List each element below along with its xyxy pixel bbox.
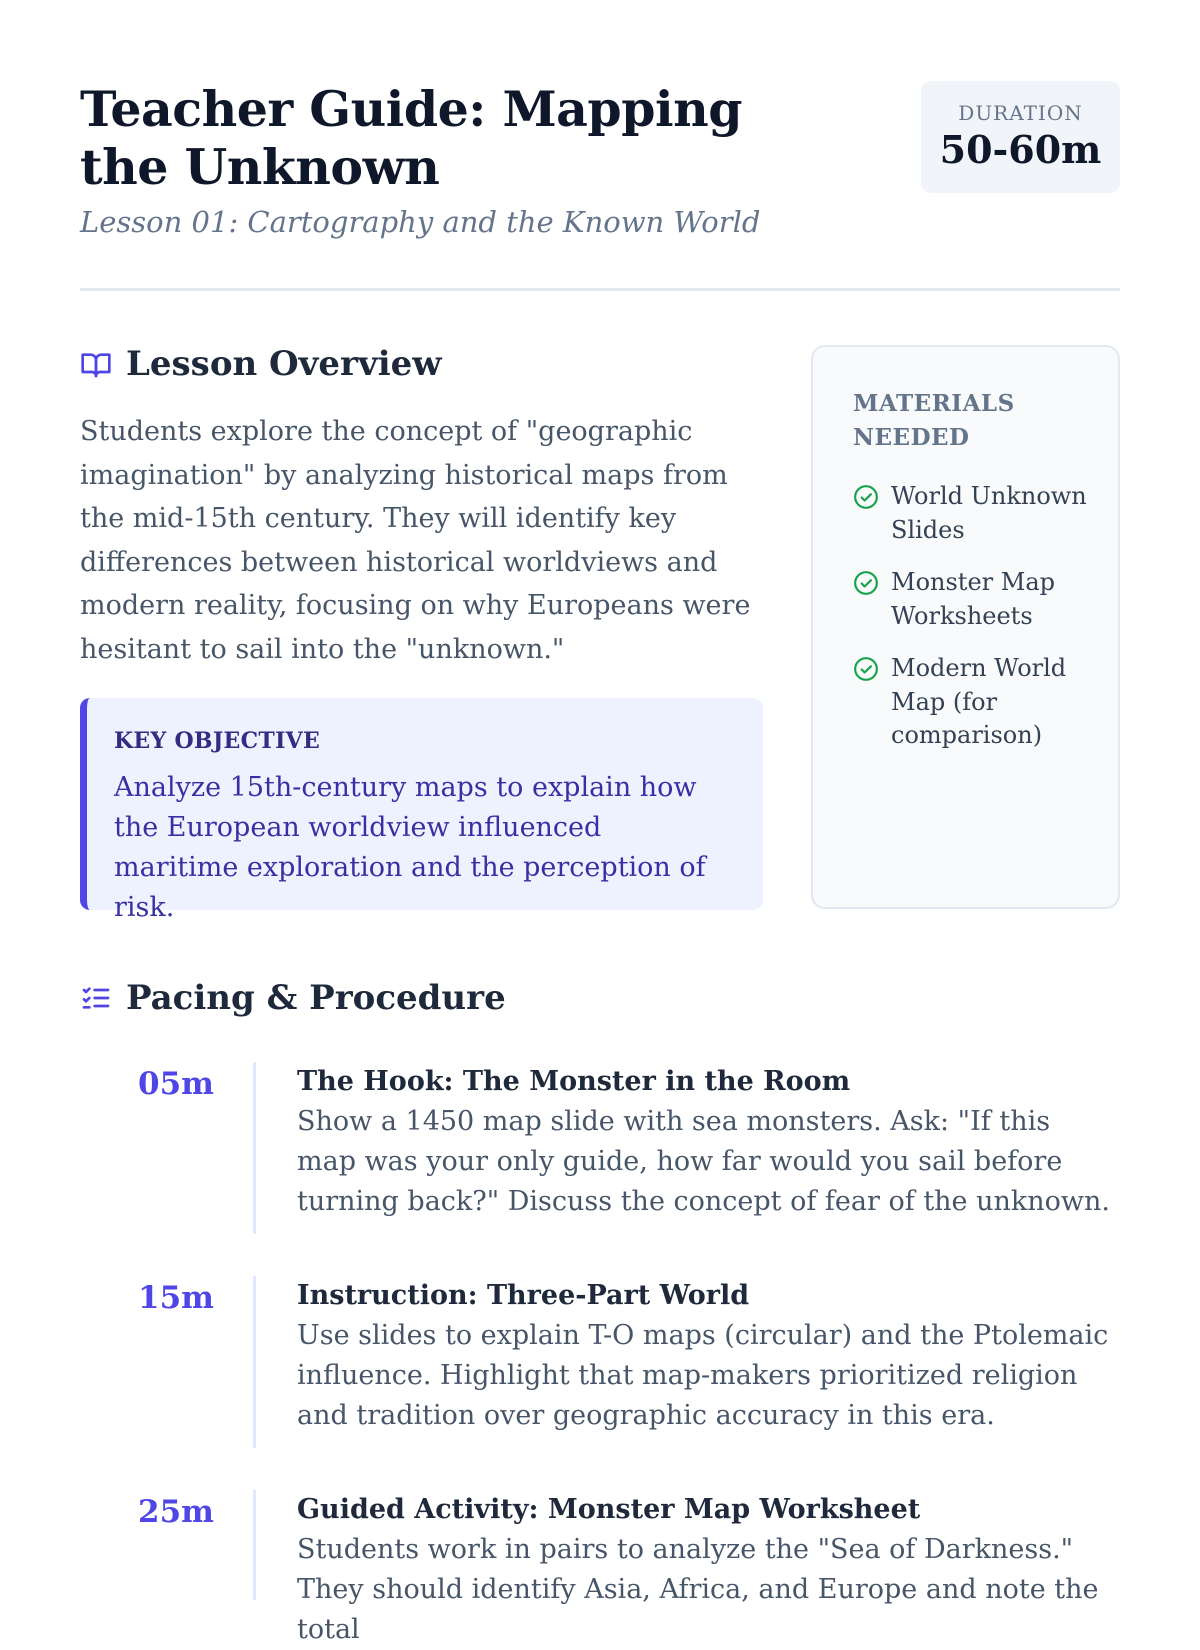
check-circle-icon: [853, 484, 879, 510]
step-time: 15m: [138, 1280, 214, 1316]
page-title: Teacher Guide: Mapping the Unknown: [80, 80, 742, 196]
step-title: The Hook: The Monster in the Room: [297, 1066, 851, 1097]
step-body: [297, 1276, 1117, 1436]
objective-label: KEY OBJECTIVE: [114, 728, 321, 754]
timeline-divider: [253, 1276, 256, 1448]
list-item: [853, 566, 1093, 633]
step-title: Guided Activity: Monster Map Worksheet: [297, 1494, 921, 1525]
key-objective-callout: [80, 698, 763, 923]
duration-badge: [921, 81, 1120, 193]
timeline-divider: [253, 1490, 256, 1600]
step-description: Students work in pairs to analyze the "Sea of Darkness." They should identify Asia, Africa, and Europe and note the total: [297, 1534, 1099, 1645]
pacing-step: [80, 1490, 1120, 1645]
overview-text: Students explore the concept of "geographic imagination" by analyzing historical maps from the mid-15th century. They will identify key differences between historical worldviews and modern reality, focusing on why Europeans were hesitant to sail into the "unknown.": [80, 416, 751, 665]
step-time: 25m: [138, 1494, 214, 1530]
list-item: [853, 480, 1093, 547]
material-label: Modern World Map (for comparison): [891, 654, 1067, 749]
overview-heading: [80, 344, 442, 384]
page-header: [80, 0, 1120, 291]
book-open-icon: [80, 348, 112, 380]
step-description: Show a 1450 map slide with sea monsters. Ask: "If this map was your only guide, how far would you sail before turning back?" Discuss the concept of fear of the unknown.: [297, 1106, 1110, 1217]
materials-list: [853, 480, 1093, 772]
materials-title: MATERIALS NEEDED: [853, 390, 1015, 451]
duration-value: 50-60m: [939, 127, 1102, 172]
objective-text: Analyze 15th-century maps to explain how the European worldview influenced maritime exploration and the perception of risk.: [114, 772, 706, 923]
overview-title: Lesson Overview: [126, 344, 442, 384]
material-label: Monster Map Worksheets: [891, 568, 1055, 630]
pacing-step: [80, 1276, 1120, 1454]
lesson-subtitle: Lesson 01: Cartography and the Known World: [80, 205, 761, 239]
check-circle-icon: [853, 570, 879, 596]
step-body: [297, 1490, 1117, 1650]
step-description: Use slides to explain T-O maps (circular) and the Ptolemaic influence. Highlight that map-makers prioritized religion and tradition over geographic accuracy in this era.: [297, 1320, 1109, 1431]
check-circle-icon: [853, 656, 879, 682]
timeline-divider: [253, 1062, 256, 1234]
materials-card: [811, 345, 1120, 909]
pacing-title: Pacing & Procedure: [126, 978, 506, 1018]
material-label: World Unknown Slides: [891, 482, 1087, 544]
lesson-guide-page: [80, 0, 1120, 1645]
step-body: [297, 1062, 1117, 1222]
step-title: Instruction: Three-Part World: [297, 1280, 750, 1311]
duration-label: DURATION: [958, 101, 1083, 125]
pacing-step: [80, 1062, 1120, 1240]
pacing-heading: [80, 978, 506, 1018]
list-checks-icon: [80, 982, 112, 1014]
step-time: 05m: [138, 1066, 214, 1102]
list-item: [853, 652, 1093, 753]
